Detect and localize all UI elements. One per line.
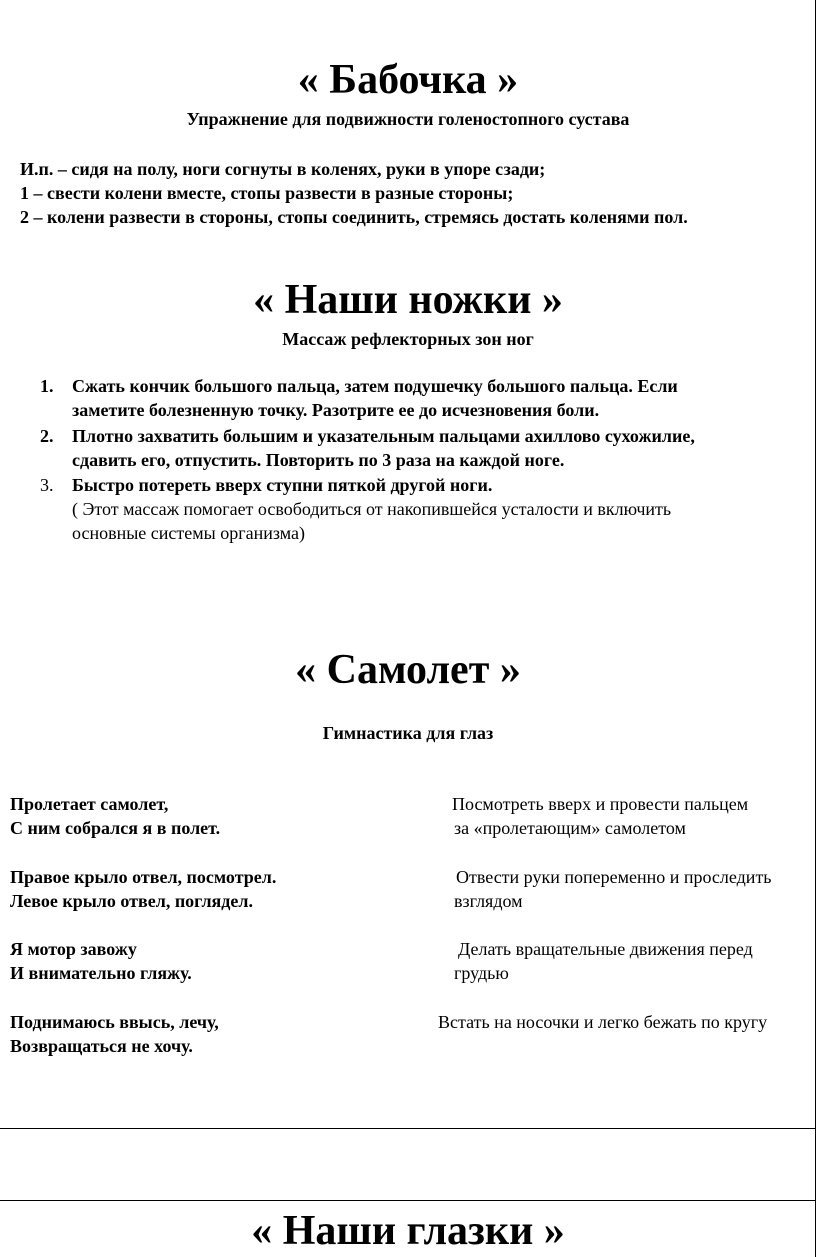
instruction-line: Встать на носочки и легко бежать по кругу — [438, 1012, 768, 1032]
instruction-line: Делать вращательные движения перед — [458, 939, 753, 959]
section-divider — [0, 1200, 816, 1201]
section-divider — [0, 1128, 816, 1129]
poem-line: Поднимаюсь ввысь, лечу, — [10, 1012, 219, 1032]
poem-line: Левое крыло отвел, поглядел. — [10, 891, 253, 911]
butterfly-line: И.п. – сидя на полу, ноги согнуты в коленях, руки в упоре сзади; — [20, 159, 546, 179]
instruction-line: Отвести руки попеременно и проследить — [456, 867, 772, 887]
butterfly-line: 2 – колени развести в стороны, стопы соединить, стремясь достать коленями пол. — [20, 207, 688, 227]
list-number: 1. — [40, 376, 54, 396]
instruction-line: грудью — [454, 963, 509, 983]
butterfly-subtitle: Упражнение для подвижности голеностопного сустава — [186, 109, 630, 129]
list-item-line: сдавить его, отпустить. Повторить по 3 раза на каждой ноге. — [72, 450, 565, 470]
butterfly-line: 1 – свести колени вместе, стопы развести в разные стороны; — [20, 183, 514, 203]
poem-line: Пролетает самолет, — [10, 794, 169, 814]
list-item-line: Быстро потереть вверх ступни пяткой другой ноги. — [72, 475, 493, 495]
plane-subtitle: Гимнастика для глаз — [322, 723, 494, 743]
instruction-line: за «пролетающим» самолетом — [454, 818, 686, 838]
list-number: 3. — [40, 475, 54, 495]
poem-line: Правое крыло отвел, посмотрел. — [10, 867, 277, 887]
massage-note-line: ( Этот массаж помогает освободиться от накопившейся усталости и включить — [72, 499, 672, 519]
poem-line: С ним собрался я в полет. — [10, 818, 221, 838]
list-item-line: заметите болезненную точку. Разотрите ее до исчезновения боли. — [72, 400, 600, 420]
instruction-line: взглядом — [454, 891, 523, 911]
list-item-line: Плотно захватить большим и указательным пальцами ахиллово сухожилие, — [72, 426, 695, 446]
poem-line: И внимательно гляжу. — [10, 963, 192, 983]
eyes-title: « Наши глазки » — [251, 1208, 565, 1254]
list-number: 2. — [40, 426, 54, 446]
poem-line: Возвращаться не хочу. — [10, 1036, 193, 1056]
plane-title: « Самолет » — [295, 647, 521, 693]
list-item-line: Сжать кончик большого пальца, затем подушечку большого пальца. Если — [72, 376, 678, 396]
poem-line: Я мотор завожу — [10, 939, 137, 959]
feet-title: « Наши ножки » — [253, 277, 563, 323]
feet-subtitle: Массаж рефлекторных зон ног — [282, 329, 534, 349]
butterfly-title: « Бабочка » — [297, 57, 519, 103]
instruction-line: Посмотреть вверх и провести пальцем — [452, 794, 749, 814]
massage-note-line: основные системы организма) — [72, 523, 305, 543]
